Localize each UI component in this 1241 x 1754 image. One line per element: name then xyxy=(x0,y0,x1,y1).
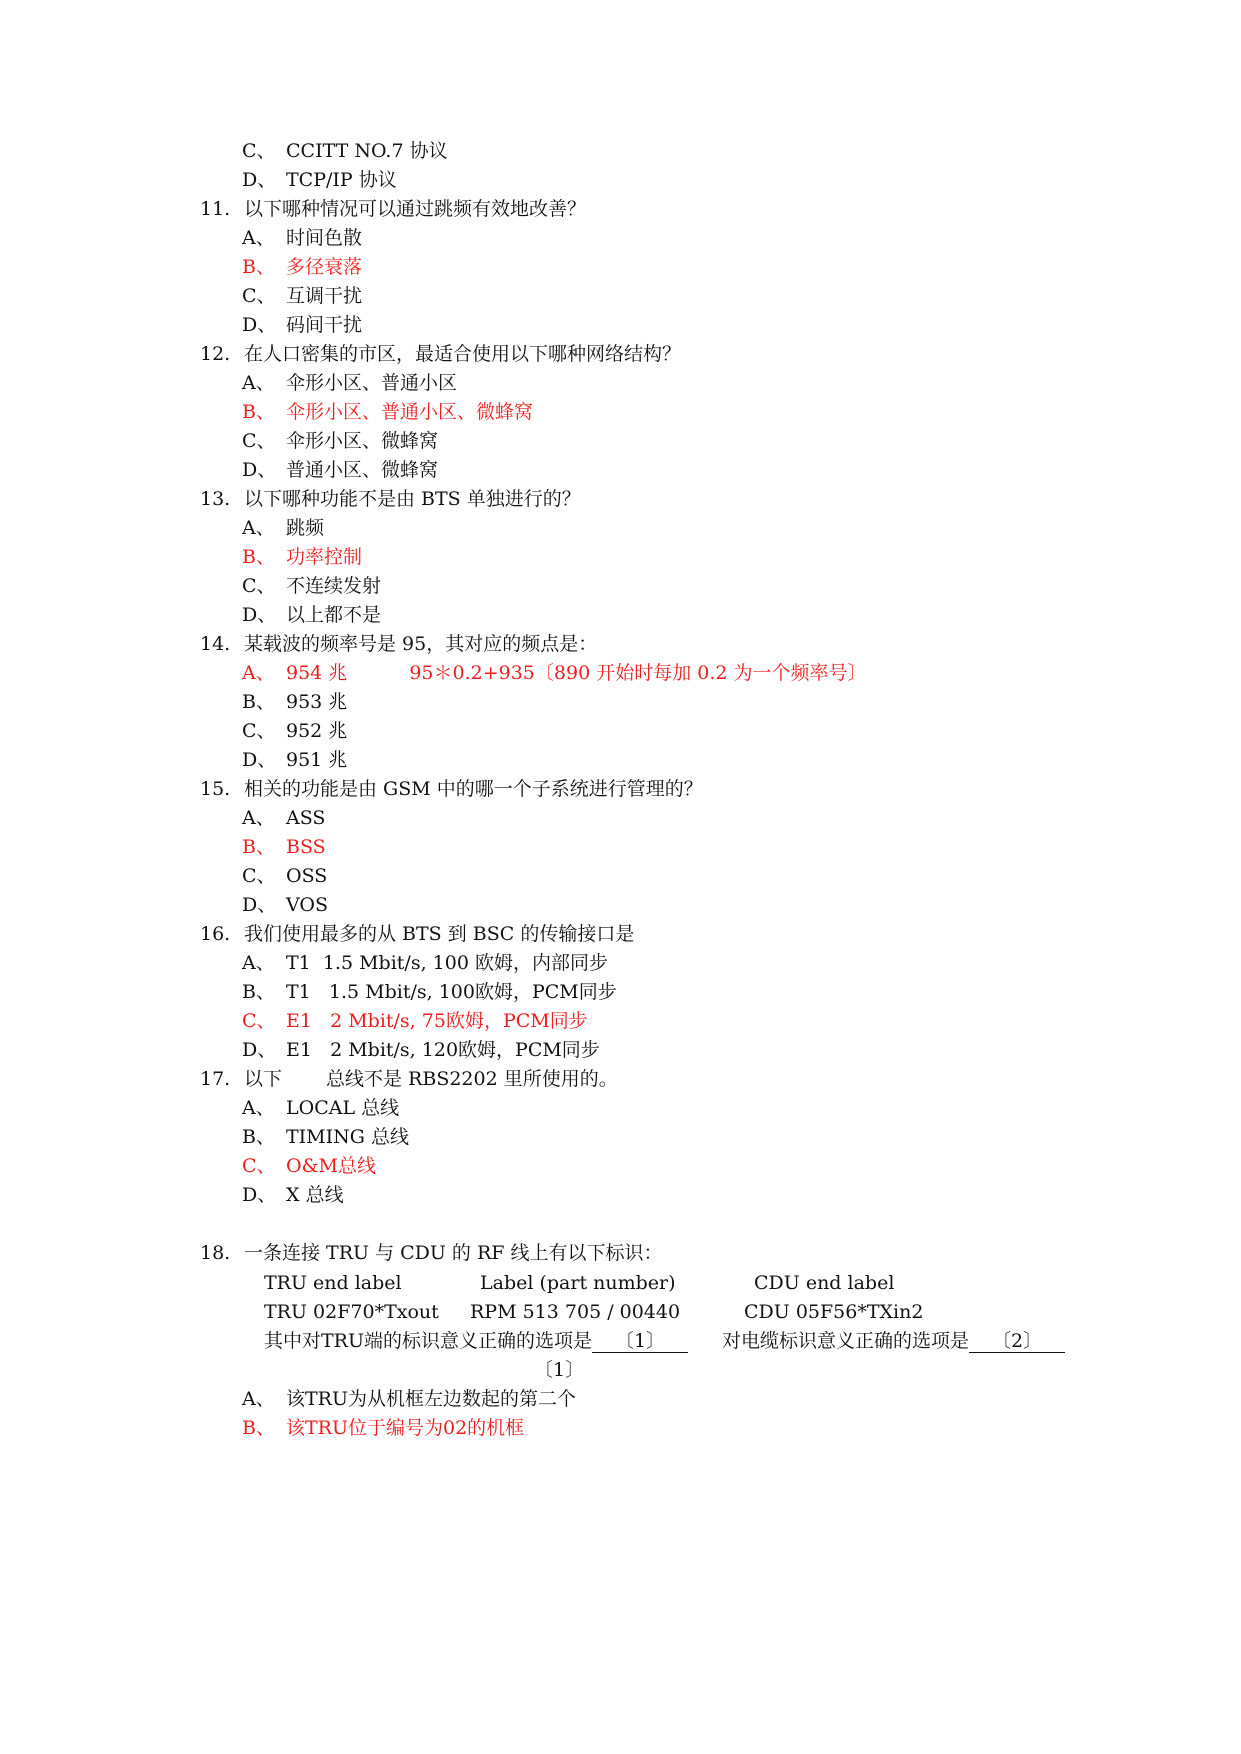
label-value-part: RPM 513 705 / 00440 xyxy=(470,1301,681,1323)
question-13 xyxy=(200,486,581,512)
option-text: 时间色散 xyxy=(286,227,363,249)
option-letter: D、 xyxy=(242,1184,277,1206)
option-text: 954 兆 xyxy=(286,662,348,684)
question-15 xyxy=(200,776,703,802)
prompt-tru-label: 其中对TRU端的标识意义正确的选项是 xyxy=(264,1330,592,1352)
option-q15-c xyxy=(242,863,327,889)
label-value-row xyxy=(264,1299,923,1325)
option-text: TIMING 总线 xyxy=(286,1126,409,1148)
question-text: 以下哪种情况可以通过跳频有效地改善？ xyxy=(244,198,587,220)
question-number: 18. xyxy=(200,1242,231,1264)
option-q17-b xyxy=(242,1124,409,1150)
option-q13-b-answer xyxy=(242,544,362,570)
option-text: OSS xyxy=(286,865,328,887)
option-letter: C、 xyxy=(242,1155,276,1177)
option-text: CCITT NO.7 协议 xyxy=(286,140,448,162)
sub-question-heading: 〔1〕 xyxy=(534,1359,585,1381)
option-letter: C、 xyxy=(242,865,276,887)
option-q11-d xyxy=(242,312,362,338)
option-text: 码间干扰 xyxy=(286,314,363,336)
question-text: 以下哪种功能不是由 BTS 单独进行的？ xyxy=(244,488,581,510)
option-text: 以上都不是 xyxy=(286,604,382,626)
option-text: T1 1.5 Mbit/s, 100欧姆，PCM同步 xyxy=(286,981,617,1003)
option-q17-c-answer xyxy=(242,1153,376,1179)
option-text: T1 1.5 Mbit/s, 100 欧姆，内部同步 xyxy=(286,952,608,974)
option-q18-a xyxy=(242,1386,576,1412)
option-text: 互调干扰 xyxy=(286,285,363,307)
option-letter: B、 xyxy=(242,1126,275,1148)
question-text: 在人口密集的市区，最适合使用以下哪种网络结构？ xyxy=(244,343,682,365)
option-q12-b-answer xyxy=(242,399,533,425)
option-q13-d xyxy=(242,602,381,628)
option-text: VOS xyxy=(286,894,328,916)
option-letter: B、 xyxy=(242,256,275,278)
label-value-cdu: CDU 05F56*TXin2 xyxy=(744,1301,924,1323)
option-q15-b-answer xyxy=(242,834,326,860)
option-text: 953 兆 xyxy=(286,691,348,713)
option-letter: B、 xyxy=(242,691,275,713)
option-q18-b-answer xyxy=(242,1415,524,1441)
option-letter: A、 xyxy=(242,227,275,249)
option-text: 伞形小区、普通小区 xyxy=(286,372,458,394)
option-text: O&M总线 xyxy=(286,1155,376,1177)
option-letter: D、 xyxy=(242,1039,277,1061)
option-text: 普通小区、微蜂窝 xyxy=(286,459,439,481)
option-text: 伞形小区、微蜂窝 xyxy=(286,430,439,452)
question-number: 15. xyxy=(200,778,231,800)
option-q14-b xyxy=(242,689,347,715)
option-q12-a xyxy=(242,370,457,396)
option-letter: A、 xyxy=(242,517,275,539)
option-letter: D、 xyxy=(242,169,277,191)
question-number: 13. xyxy=(200,488,231,510)
option-text: 不连续发射 xyxy=(286,575,382,597)
option-letter: A、 xyxy=(242,662,275,684)
option-q14-d xyxy=(242,747,347,773)
option-q10-c xyxy=(242,138,448,164)
option-text: E1 2 Mbit/s, 120欧姆，PCM同步 xyxy=(286,1039,600,1061)
label-header-tru: TRU end label xyxy=(264,1272,402,1294)
question-17 xyxy=(200,1066,618,1092)
option-q13-c xyxy=(242,573,381,599)
option-letter: C、 xyxy=(242,1010,276,1032)
option-text: 951 兆 xyxy=(286,749,348,771)
question-number: 17. xyxy=(200,1068,231,1090)
option-q11-a xyxy=(242,225,362,251)
question-11 xyxy=(200,196,586,222)
question-text-before-blank: 以下 xyxy=(244,1068,283,1090)
option-letter: D、 xyxy=(242,749,277,771)
option-q10-d xyxy=(242,167,397,193)
option-q11-c xyxy=(242,283,362,309)
question-number: 11. xyxy=(200,198,231,220)
option-q16-b xyxy=(242,979,617,1005)
option-letter: A、 xyxy=(242,1097,275,1119)
question-text: 我们使用最多的从 BTS 到 BSC 的传输接口是 xyxy=(244,923,635,945)
option-letter: D、 xyxy=(242,314,277,336)
option-letter: A、 xyxy=(242,1388,275,1410)
question-number: 16. xyxy=(200,923,231,945)
question-text-after-blank: 总线不是 RBS2202 里所使用的。 xyxy=(326,1068,618,1090)
option-q15-d xyxy=(242,892,328,918)
option-text: LOCAL 总线 xyxy=(286,1097,400,1119)
option-letter: D、 xyxy=(242,604,277,626)
option-q13-a xyxy=(242,515,324,541)
option-letter: B、 xyxy=(242,981,275,1003)
label-value-tru: TRU 02F70*Txout xyxy=(264,1301,439,1323)
answer-blank-1: 〔1〕 xyxy=(592,1330,688,1353)
option-text: E1 2 Mbit/s, 75欧姆，PCM同步 xyxy=(286,1010,588,1032)
option-letter: D、 xyxy=(242,459,277,481)
answer-blank-2: 〔2〕 xyxy=(969,1330,1065,1353)
question-18 xyxy=(200,1240,663,1266)
option-text: 952 兆 xyxy=(286,720,348,742)
option-letter: B、 xyxy=(242,401,275,423)
option-text: TCP/IP 协议 xyxy=(286,169,397,191)
question-16 xyxy=(200,921,634,947)
option-q15-a xyxy=(242,805,325,831)
option-q14-c xyxy=(242,718,347,744)
answer-explanation: 95＊0.2+935〔890 开始时每加 0.2 为一个频率号〕 xyxy=(409,662,867,684)
option-q12-d xyxy=(242,457,438,483)
option-letter: B、 xyxy=(242,546,275,568)
option-q17-a xyxy=(242,1095,399,1121)
option-letter: A、 xyxy=(242,952,275,974)
question-number: 14. xyxy=(200,633,231,655)
option-text: 该TRU位于编号为02的机框 xyxy=(286,1417,525,1439)
question-12 xyxy=(200,341,681,367)
question-14 xyxy=(200,631,597,657)
option-letter: D、 xyxy=(242,894,277,916)
question-number: 12. xyxy=(200,343,231,365)
label-header-part: Label (part number) xyxy=(480,1272,676,1294)
option-letter: C、 xyxy=(242,285,276,307)
option-letter: C、 xyxy=(242,575,276,597)
option-letter: A、 xyxy=(242,807,275,829)
question-text: 相关的功能是由 GSM 中的哪一个子系统进行管理的？ xyxy=(244,778,703,800)
option-q12-c xyxy=(242,428,438,454)
option-text: 该TRU为从机框左边数起的第二个 xyxy=(286,1388,576,1410)
prompt-cable-label: 对电缆标识意义正确的选项是 xyxy=(722,1330,970,1352)
option-text: 跳频 xyxy=(286,517,325,539)
option-q16-d xyxy=(242,1037,600,1063)
question-text: 某载波的频率号是 95，其对应的频点是： xyxy=(244,633,598,655)
option-q16-c-answer xyxy=(242,1008,588,1034)
option-q14-a-answer xyxy=(242,660,867,686)
question-18-prompt xyxy=(264,1328,1065,1354)
option-letter: C、 xyxy=(242,720,276,742)
option-text: BSS xyxy=(286,836,326,858)
label-header-row xyxy=(264,1270,894,1296)
option-letter: B、 xyxy=(242,1417,275,1439)
label-header-cdu: CDU end label xyxy=(754,1272,895,1294)
option-letter: C、 xyxy=(242,430,276,452)
option-letter: B、 xyxy=(242,836,275,858)
option-q17-d xyxy=(242,1182,344,1208)
option-text: 功率控制 xyxy=(286,546,363,568)
option-text: X 总线 xyxy=(286,1184,344,1206)
question-text: 一条连接 TRU 与 CDU 的 RF 线上有以下标识： xyxy=(244,1242,663,1264)
option-q16-a xyxy=(242,950,608,976)
option-letter: A、 xyxy=(242,372,275,394)
option-text: 伞形小区、普通小区、微蜂窝 xyxy=(286,401,534,423)
option-letter: C、 xyxy=(242,140,276,162)
option-text: 多径衰落 xyxy=(286,256,363,278)
option-q11-b-answer xyxy=(242,254,362,280)
option-text: ASS xyxy=(286,807,326,829)
